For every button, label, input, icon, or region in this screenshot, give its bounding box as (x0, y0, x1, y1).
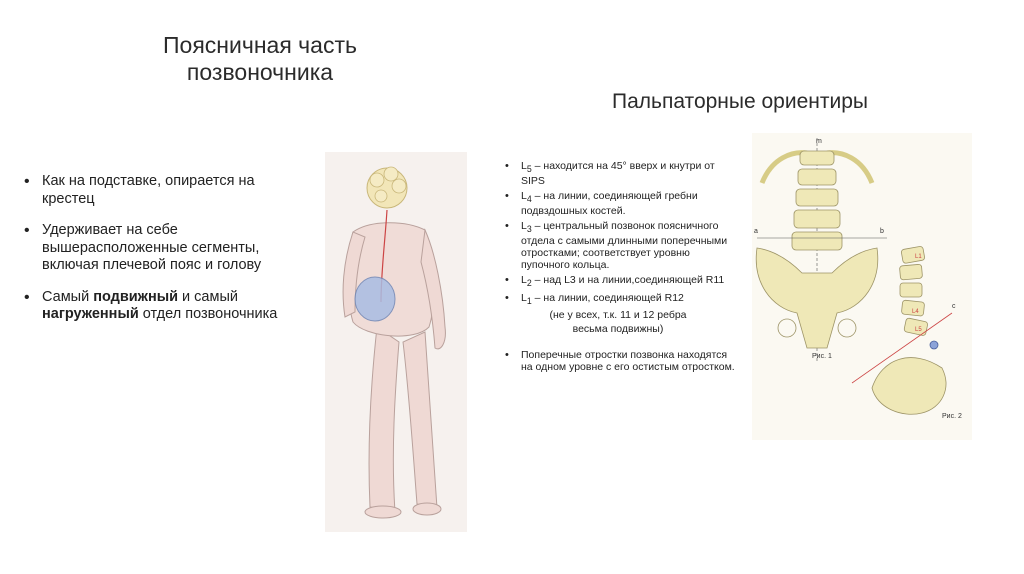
l5-sub: 5 (526, 164, 532, 175)
landmark-l3 (505, 220, 735, 271)
fig-label-l1: L1 (915, 254, 922, 260)
fig-label-m: m (816, 138, 822, 145)
title-line-1: Поясничная часть (163, 32, 357, 58)
l4-text: – на линии, соединяющей гребни подвздошных костей. (521, 190, 698, 218)
left-bullet-list (22, 173, 307, 338)
fig-label-l5: L5 (915, 327, 922, 333)
bullet-3-text-c: отдел позвоночника (138, 306, 278, 322)
bullet-3-bold-b: нагруженный (42, 306, 139, 322)
left-bullet-3 (22, 289, 307, 324)
landmark-transverse: • Поперечные отростки позвонка находятся на одном уровне с его остистым отростком. (505, 349, 735, 373)
spine-pelvis-figure (752, 133, 972, 440)
l4-label: L (521, 190, 527, 203)
l1-note-1: (не у всех, т.к. 11 и 12 ребра (549, 309, 687, 322)
fig-label-a: a (754, 228, 758, 235)
fig-label-l4: L4 (912, 309, 919, 315)
human-back-figure (325, 152, 467, 532)
slide-subtitle: Пальпаторные ориентиры (612, 90, 868, 113)
landmark-l4 (505, 190, 735, 217)
l3-sub: 3 (526, 224, 532, 235)
l1-note-2: весьма подвижны) (572, 323, 664, 336)
l1-label: L (521, 292, 527, 305)
fig-label-b: b (880, 228, 884, 235)
bullet-3-text-b: и самый (178, 288, 238, 305)
l1-text: – на линии, соединяющей R12 (531, 292, 684, 305)
landmark-l2 (505, 274, 735, 289)
left-bullet-2: • Удерживает на себе вышерасположенные сегменты, включая плечевой пояс и голову (22, 222, 307, 275)
l2-text: – над L3 и на линии,соединяющей R11 (531, 274, 725, 287)
l4-sub: 4 (526, 194, 532, 205)
l3-text: – центральный позвонок поясничного отдела с самыми длинными поперечными отростками; соответствует уровню пупочного кольца. (521, 220, 728, 272)
title-line-2: позвоночника (186, 59, 334, 85)
l2-sub: 2 (526, 278, 532, 289)
bullet-3-text-a: Самый (42, 288, 94, 305)
fig-label-ris1: Рис. 1 (812, 353, 832, 360)
l5-text: – находится на 45° вверх и кнутри от SIPS (521, 160, 715, 188)
landmarks-bullet-list (505, 160, 735, 376)
landmark-l5 (505, 160, 735, 187)
fig-label-ris2: Рис. 2 (942, 413, 962, 420)
left-bullet-1: • Как на подставке, опирается на крестец (22, 173, 307, 208)
landmark-l1 (505, 292, 735, 335)
l1-sub: 1 (526, 296, 532, 307)
slide-title (110, 32, 410, 86)
human-back-illustration (325, 152, 467, 532)
bullet-3-bold-a: подвижный (93, 288, 179, 305)
l5-label: L (521, 160, 527, 172)
fig-label-c: c (952, 303, 956, 310)
l3-label: L (521, 220, 527, 233)
spine-pelvis-illustration (752, 133, 972, 440)
l2-label: L (521, 274, 527, 287)
